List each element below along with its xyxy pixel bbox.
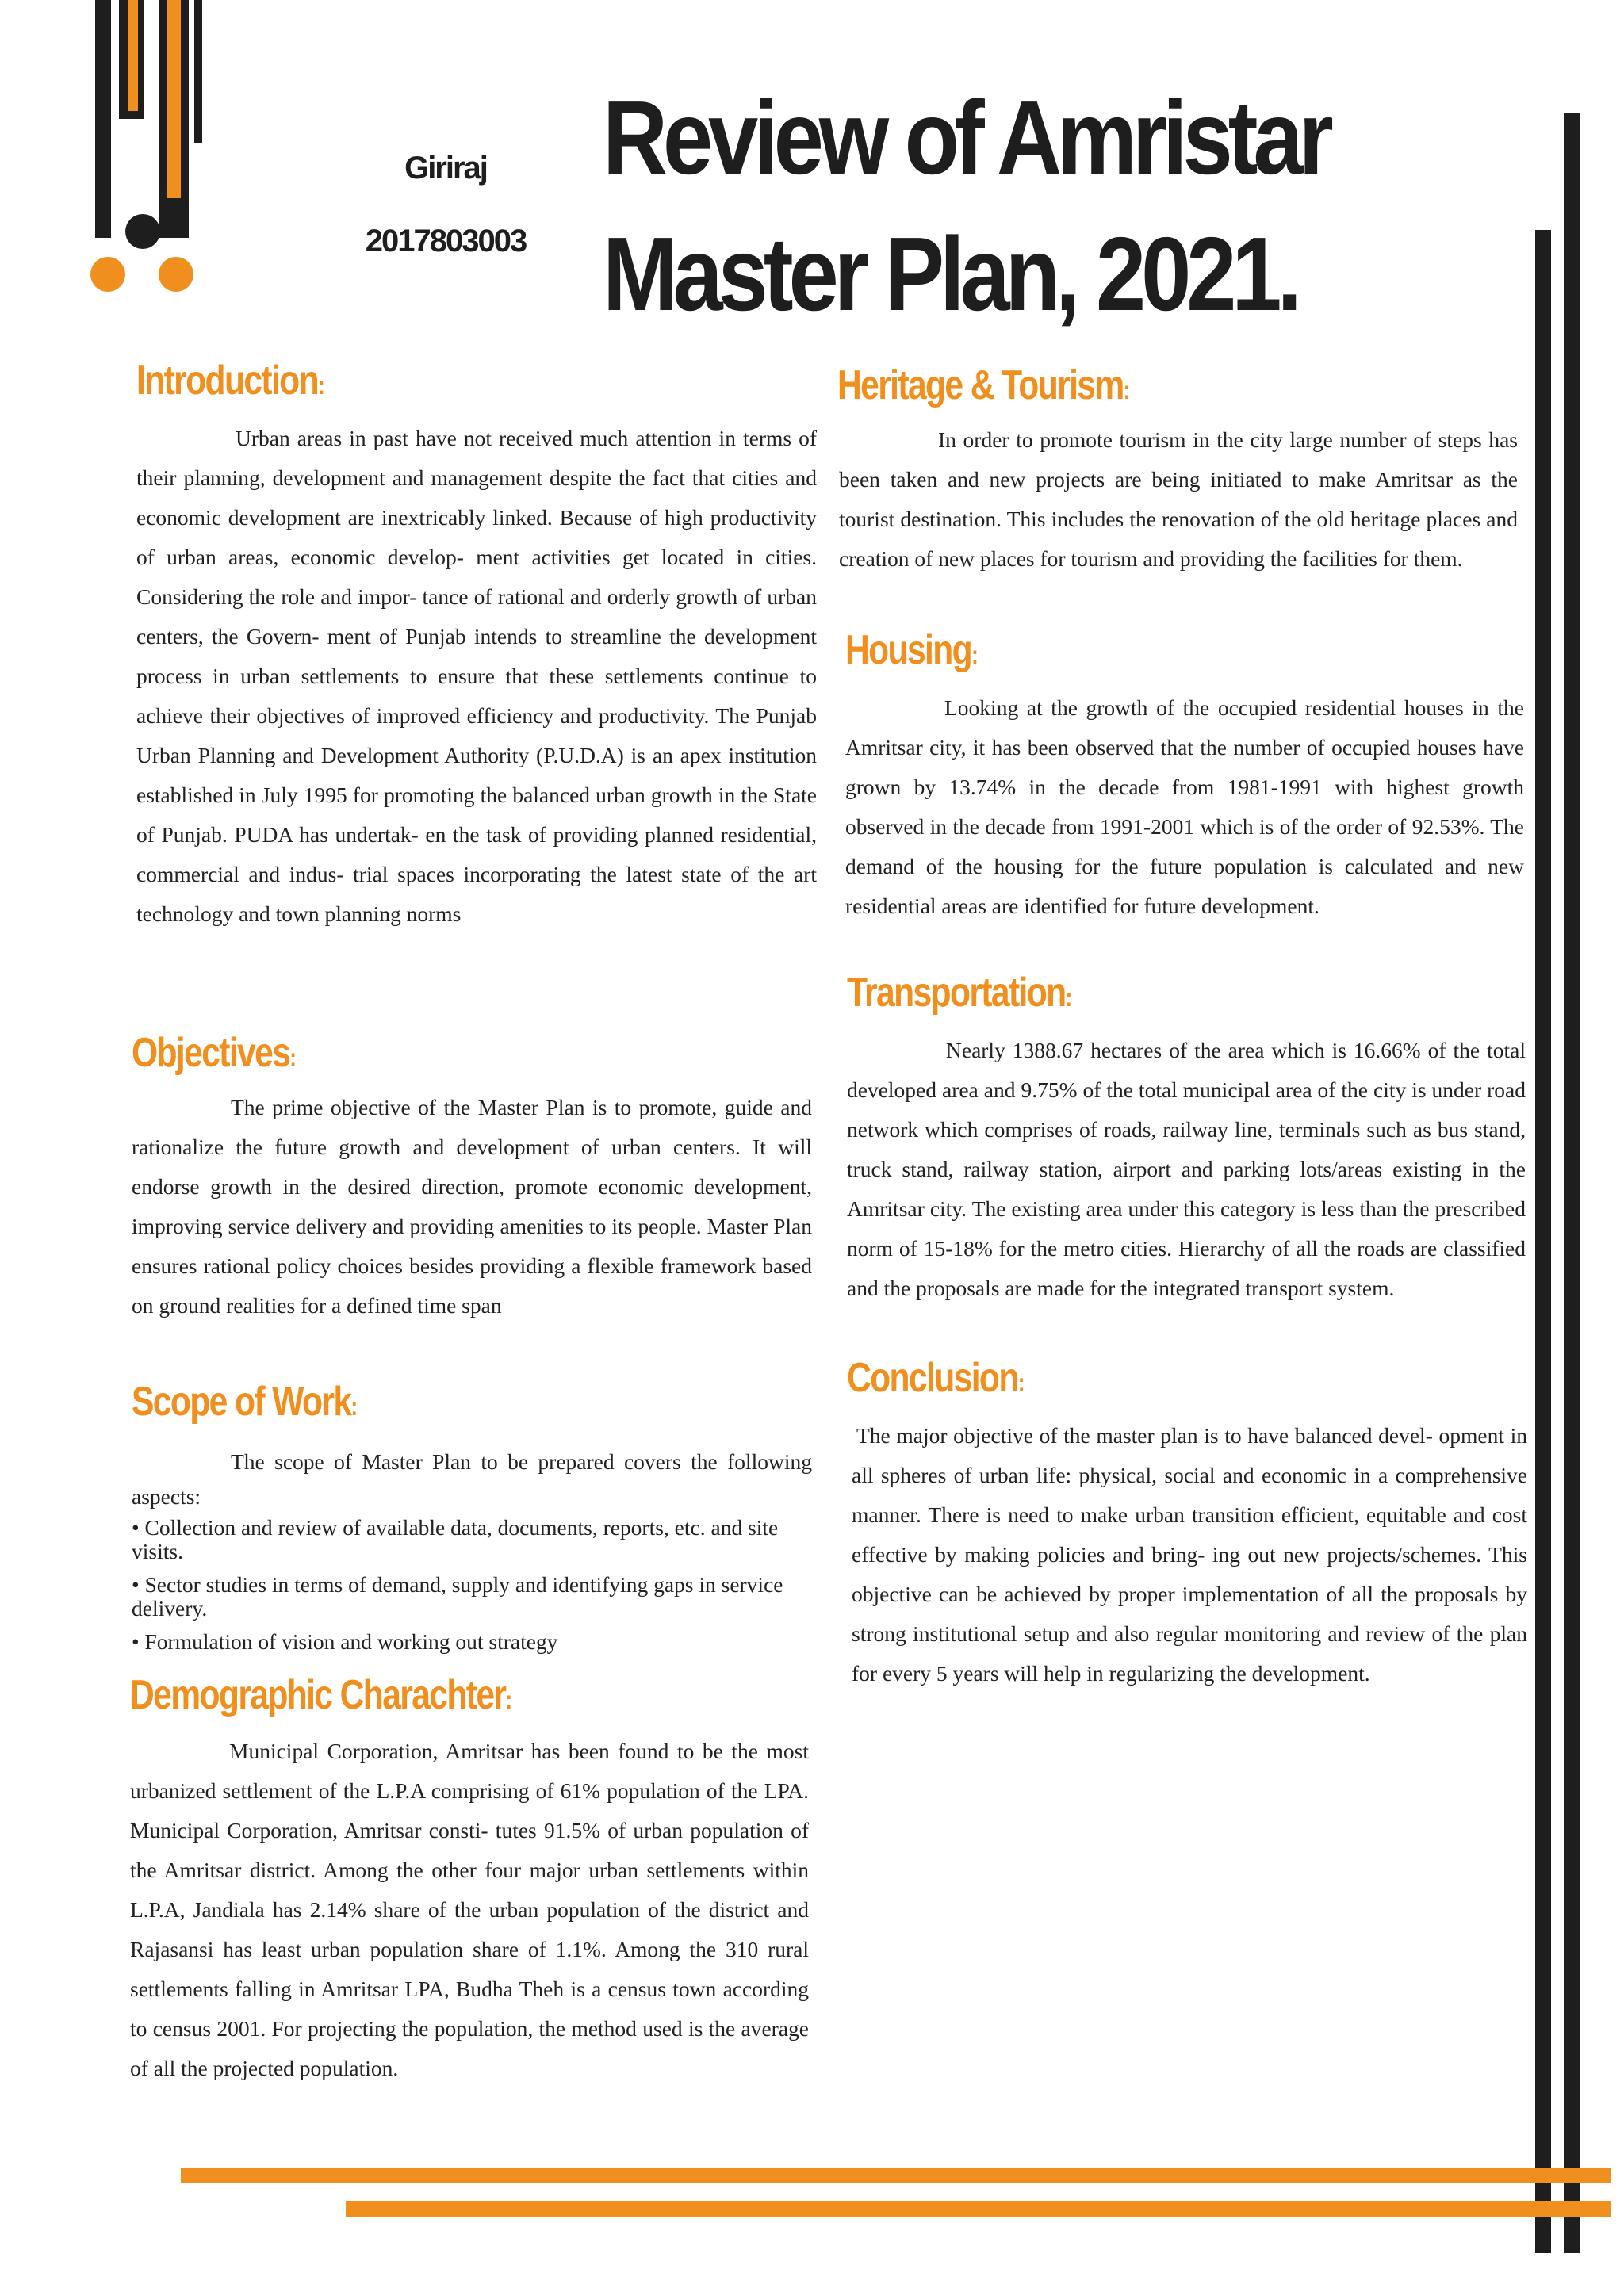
- list-item: • Formulation of vision and working out strategy: [132, 1629, 558, 1654]
- decor-dot-orange-2: [159, 257, 193, 292]
- author-name: Giriraj: [404, 151, 487, 186]
- heading-scope-of-work: Scope of Work:: [132, 1379, 357, 1425]
- heading-heritage-tourism: Heritage & Tourism:: [837, 362, 1129, 408]
- title-line-2: Master Plan, 2021.: [603, 216, 1298, 332]
- decor-bottom-bar-1: [181, 2168, 1611, 2183]
- decor-right-bar-2: [1564, 113, 1580, 2253]
- demographic-body: Municipal Corporation, Amritsar has been found to be the most urbanized settlement of the L.P.A comprising of 61% population of the LPA. Municipal Corporation, Amritsar consti- tutes 91.5% of urban population of the Amritsar district. Among the other four major urban settlements within L.P.A, Jandiala has 2.14% share of the urban population of the district and Rajasansi has least urban population share of 1.1%. Among the 310 rural settlements falling in Amritsar LPA, Budha Theh is a census town according to census 2001. For projecting the population, the method used is the average of all the projected population.: [130, 1739, 809, 2080]
- heading-demographic-charachter: Demographic Charachter:: [130, 1672, 511, 1718]
- scope-intro: The scope of Master Plan to be prepared covers the following aspects:: [132, 1449, 812, 1509]
- objectives-body: The prime objective of the Master Plan is to promote, guide and rationalize the future growth and development of urban centers. It will endorse growth in the desired direction, promote economic development, improving service delivery and providing amenities to its people. Master Plan ensures rational policy choices besides providing a flexible framework based on ground realities for a defined time span: [132, 1095, 812, 1318]
- decor-bar-dark-1: [95, 0, 111, 238]
- page-title: [603, 70, 1380, 342]
- heading-housing: Housing:: [845, 627, 978, 673]
- list-item: • Sector studies in terms of demand, supply and identifying gaps in service delivery.: [132, 1572, 783, 1621]
- title-line-1: Review of Amristar: [603, 79, 1329, 196]
- introduction-body: Urban areas in past have not received much attention in terms of their planning, development and management despite the fact that cities and economic development are inextricably linked. Because of high productivity of urban areas, economic develop- ment activities get located in cities. Considering the role and impor- tance of rational and orderly growth of urban centers, the Govern- ment of Punjab intends to streamline the development process in urban settlements to ensure that these settlements continue to achieve their objectives of improved efficiency and productivity. The Punjab Urban Planning and Development Authority (P.U.D.A) is an apex institution established in July 1995 for promoting the balanced urban growth in the State of Punjab. PUDA has undertak- en the task of providing planned residential, commercial and indus- trial spaces incorporating the latest state of the art technology and town planning norms: [136, 426, 817, 926]
- heritage-body: In order to promote tourism in the city large number of steps has been taken and new projects are being initiated to make Amritsar as the tourist destination. This includes the renovation of the old heritage places and creation of new places for tourism and providing the facilities for them.: [839, 427, 1518, 571]
- decor-bottom-bar-2: [346, 2201, 1611, 2217]
- heading-objectives: Objectives:: [132, 1030, 296, 1076]
- heading-transportation: Transportation:: [847, 970, 1071, 1016]
- conclusion-body: The major objective of the master plan is to have balanced devel- opment in all spheres of urban life: physical, social and economic in a comprehensive manner. There is need to make urban transition efficient, equitable and cost effective by making policies and bring- ing out new projects/schemes. This objective can be achieved by proper implementation of all the proposals by strong institutional setup and also regular monitoring and review of the plan for every 5 years will help in regularizing the development.: [852, 1423, 1527, 1686]
- decor-dot-dark: [125, 214, 160, 249]
- decor-right-bar-1: [1535, 230, 1551, 2253]
- scope-list: [132, 1516, 814, 1663]
- heading-conclusion: Conclusion:: [847, 1355, 1024, 1401]
- author-id: 2017803003: [365, 224, 527, 258]
- decor-bar-orange-2: [167, 0, 181, 198]
- list-item: • Collection and review of available data, documents, reports, etc. and site visits.: [132, 1515, 779, 1563]
- transportation-body: Nearly 1388.67 hectares of the area which is 16.66% of the total developed area and 9.75% of the total municipal area of the city is under road network which comprises of roads, railway line, terminals such as bus stand, truck stand, railway station, airport and parking lots/areas existing in the Amritsar city. The existing area under this category is less than the prescribed norm of 15-18% for the metro cities. Hierarchy of all the roads are classified and the proposals are made for the integrated transport system.: [847, 1038, 1526, 1300]
- heading-introduction: Introduction:: [136, 358, 324, 404]
- decor-bar-orange-1: [128, 0, 138, 111]
- housing-body: Looking at the growth of the occupied residential houses in the Amritsar city, it has been observed that the number of occupied houses have grown by 13.74% in the decade from 1981-1991 with highest growth observed in the decade from 1991-2001 which is of the order of 92.53%. The demand of the housing for the future population is calculated and new residential areas are identified for future development.: [845, 695, 1524, 918]
- decor-bar-dark-4: [194, 0, 202, 143]
- decor-dot-orange-1: [90, 257, 125, 292]
